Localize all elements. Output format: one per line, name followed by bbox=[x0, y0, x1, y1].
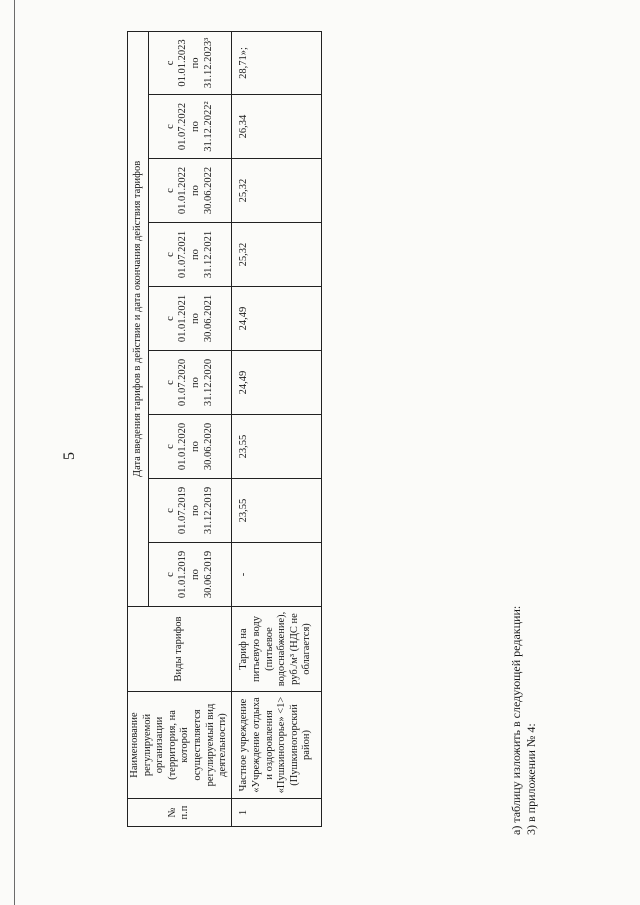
tariff-value-cell: 26,34 bbox=[231, 95, 321, 159]
period-from: 01.01.2022 bbox=[177, 166, 189, 215]
period-from: 01.07.2021 bbox=[177, 230, 189, 279]
period-from-word: с bbox=[164, 508, 176, 513]
period-to-word: по bbox=[189, 185, 201, 196]
row-number: 1 bbox=[231, 799, 321, 827]
tariff-value-cell: 24,49 bbox=[231, 351, 321, 415]
tariff-value-cell: 25,32 bbox=[231, 159, 321, 223]
period-from: 01.07.2019 bbox=[177, 486, 189, 535]
period-to-word: по bbox=[189, 505, 201, 516]
period-to: 30.06.2022 bbox=[202, 166, 214, 215]
header-tariff-types: Виды тарифов bbox=[128, 607, 232, 692]
period-to-word: по bbox=[189, 377, 201, 388]
header-periods-group: Дата введения тарифов в действие и дата окончания действия тарифов bbox=[128, 31, 149, 606]
period-from: 01.07.2020 bbox=[177, 358, 189, 407]
page-number: 5 bbox=[61, 452, 78, 460]
period-from: 01.01.2023 bbox=[177, 39, 189, 87]
period-to: 30.06.2020 bbox=[202, 422, 214, 471]
intro-line-2: а) таблицу изложить в следующей редакции: bbox=[509, 605, 523, 835]
period-cell bbox=[149, 95, 232, 159]
period-cell bbox=[149, 479, 232, 543]
row-tariff-type: Тариф на питьевую воду (питьевое водоснабжение), руб./м³ (НДС не облагается) bbox=[231, 607, 321, 692]
period-cell bbox=[149, 31, 232, 94]
period-from: 01.01.2020 bbox=[177, 422, 189, 471]
period-to: 31.12.2022² bbox=[202, 101, 214, 152]
period-from-word: с bbox=[164, 252, 176, 257]
period-from-word: с bbox=[164, 316, 176, 321]
period-to-word: по bbox=[189, 121, 201, 132]
period-to: 30.06.2021 bbox=[202, 294, 214, 343]
tariff-table bbox=[127, 31, 322, 827]
period-from-word: с bbox=[164, 60, 176, 66]
period-from: 01.01.2021 bbox=[177, 294, 189, 343]
period-cell bbox=[149, 287, 232, 351]
period-to-word: по bbox=[189, 57, 201, 69]
period-cell bbox=[149, 223, 232, 287]
period-from-word: с bbox=[164, 380, 176, 385]
tariff-value-cell: 23,55 bbox=[231, 415, 321, 479]
period-from-word: с bbox=[164, 444, 176, 449]
period-cell bbox=[149, 159, 232, 223]
period-to: 31.12.2023³ bbox=[202, 37, 214, 89]
period-to-word: по bbox=[189, 313, 201, 324]
period-to-word: по bbox=[189, 569, 201, 580]
intro-line-1: 3) в приложении № 4: bbox=[524, 723, 538, 835]
period-from-word: с bbox=[164, 124, 176, 129]
period-cell bbox=[149, 351, 232, 415]
period-cell bbox=[149, 543, 232, 607]
tariff-value-cell: 23,55 bbox=[231, 479, 321, 543]
tariff-value-cell: 25,32 bbox=[231, 223, 321, 287]
tariff-value-cell: 28,71»; bbox=[231, 31, 321, 94]
period-to-word: по bbox=[189, 249, 201, 260]
period-to: 31.12.2020 bbox=[202, 358, 214, 407]
period-to: 30.06.2019 bbox=[202, 550, 214, 599]
period-to: 31.12.2021 bbox=[202, 230, 214, 279]
period-to: 31.12.2019 bbox=[202, 486, 214, 535]
header-number: № п.п bbox=[128, 799, 232, 827]
period-from: 01.01.2019 bbox=[177, 550, 189, 599]
period-to-word: по bbox=[189, 441, 201, 452]
tariff-value-cell: - bbox=[231, 543, 321, 607]
period-from: 01.07.2022 bbox=[177, 102, 189, 151]
period-from-word: с bbox=[164, 572, 176, 577]
tariff-value-cell: 24,49 bbox=[231, 287, 321, 351]
period-cell bbox=[149, 415, 232, 479]
row-organization: Частное учреждение «Учреждение отдыха и оздоровления «Пушкиногорье» <1> (Пушкиногорский район) bbox=[231, 692, 321, 799]
header-organization: Наименование регулируемой организации (территория, на которой осуществляется регулируемый вид деятельности) bbox=[128, 692, 232, 799]
table-header-row bbox=[128, 31, 149, 826]
period-from-word: с bbox=[164, 188, 176, 193]
table-row bbox=[231, 31, 321, 826]
